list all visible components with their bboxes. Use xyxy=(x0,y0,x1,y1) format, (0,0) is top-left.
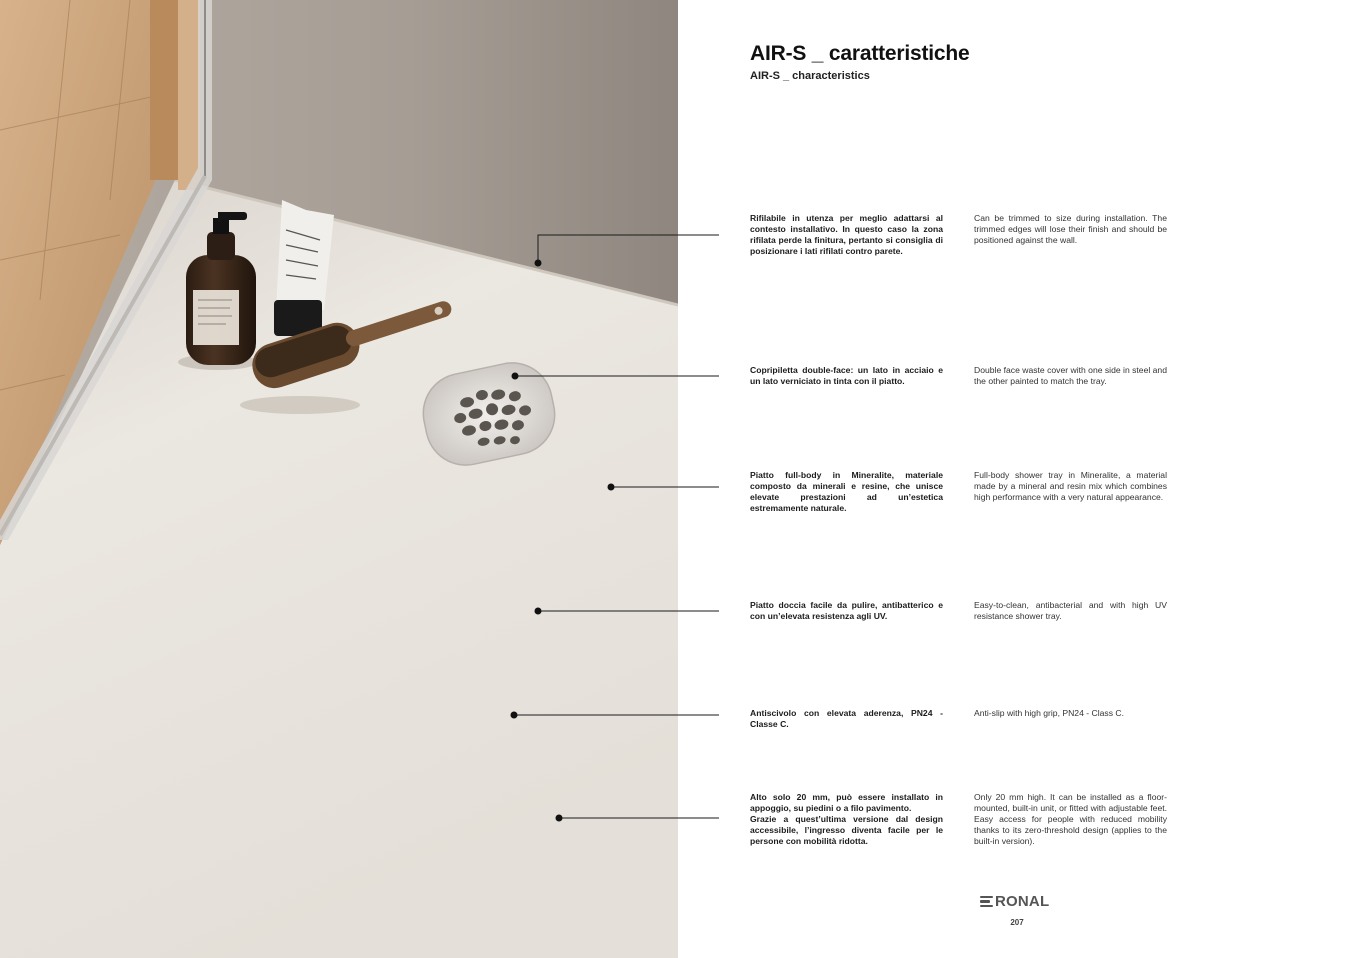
feature-2-english: Double face waste cover with one side in steel and the other painted to match the tray. xyxy=(974,365,1167,386)
feature-4-italian: Piatto doccia facile da pulire, antibatterico e con un’elevata resistenza agli UV. xyxy=(750,600,943,621)
feature-6-english: Only 20 mm high. It can be installed as a floor-mounted, built-in unit, or fitted with adjustable feet. Easy access for people with reduced mobility thanks to its zero-threshold design (applies to the built-in version). xyxy=(974,792,1167,846)
feature-4-english: Easy-to-clean, antibacterial and with high UV resistance shower tray. xyxy=(974,600,1167,621)
page-number: 207 xyxy=(1010,918,1024,927)
feature-3-english: Full-body shower tray in Mineralite, a material made by a mineral and resin mix which combines high performance with a very natural appearance. xyxy=(974,470,1167,502)
page-title: AIR-S _ caratteristiche xyxy=(750,42,970,65)
page-subtitle: AIR-S _ characteristics xyxy=(750,70,870,82)
brand-logo xyxy=(980,893,1049,910)
ronal-logo-icon xyxy=(980,895,994,908)
feature-5-english: Anti-slip with high grip, PN24 - Class C. xyxy=(974,708,1124,718)
feature-5-italian: Antiscivolo con elevata aderenza, PN24 - Classe C. xyxy=(750,708,943,729)
brand-name: RONAL xyxy=(995,893,1050,910)
feature-6-italian: Alto solo 20 mm, può essere installato in appoggio, su piedini o a filo pavimento. Grazie a quest’ultima versione dal design accessibile, l’ingresso diventa facile per le persone con mobilità ridotta. xyxy=(750,792,943,846)
feature-3-italian: Piatto full-body in Mineralite, materiale composto da minerali e resine, che unisce elevate prestazioni ad un’estetica estremamente naturale. xyxy=(750,470,943,513)
feature-1-italian: Rifilabile in utenza per meglio adattarsi al contesto installativo. In questo caso la zona rifilata perde la finitura, pertanto si consiglia di posizionare i lati rifilati contro parete. xyxy=(750,213,943,256)
feature-2-italian: Copripiletta double-face: un lato in acciaio e un lato verniciato in tinta con il piatto. xyxy=(750,365,943,386)
feature-1-english: Can be trimmed to size during installation. The trimmed edges will lose their finish and should be positioned against the wall. xyxy=(974,213,1167,245)
